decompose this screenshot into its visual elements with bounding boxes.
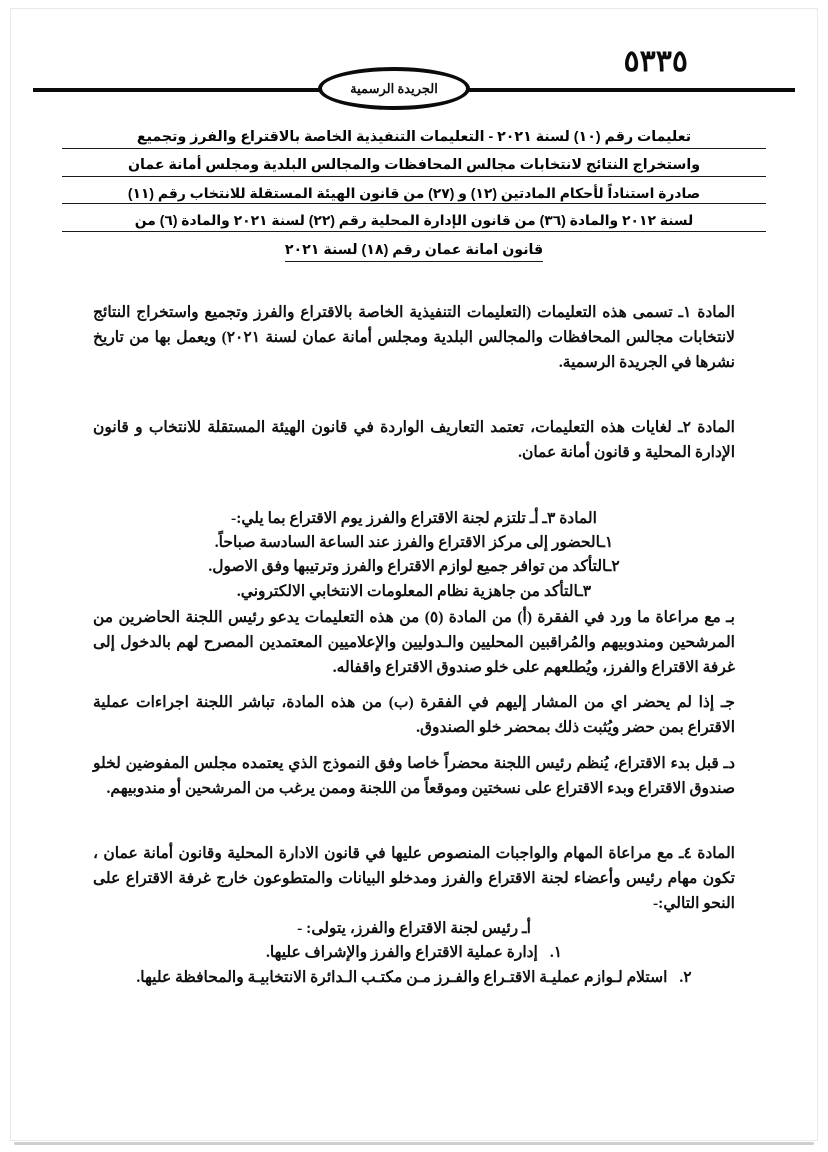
article-3-item-list	[93, 531, 735, 605]
spacer	[93, 375, 735, 415]
page-header	[0, 0, 828, 120]
article-3-paragraph-b: بـ مع مراعاة ما ورد في الفقرة (أ) من المادة (٥) من هذه التعليمات يدعو رئيس اللجنة الحاضرين من المرشحين ومندوبيهم والمُراقبين المحليين والـدوليين والإعلاميين المعتمدين المصرح لهم بالدخول إلى غرفة الاقتراع والفرز، ويُطلعهم على خلو صندوق الاقتراع واقفاله.	[93, 609, 735, 677]
article-4-intro: المادة ٤ـ مع مراعاة المهام والواجبات المنصوص عليها في قانون الادارة المحلية وقانون أمانة عمان ، تكون مهام رئيس وأعضاء لجنة الاقتراع والفرز ومدخلو البيانات والمتطوعون خارج غرفة الاقتراع على النحو التالي:-	[93, 844, 735, 913]
spacer	[93, 801, 735, 841]
gazette-badge	[318, 67, 470, 110]
article-3-intro: المادة ٣ـ أـ تلتزم لجنة الاقتراع والفرز يوم الاقتراع بما يلي:-	[231, 509, 597, 527]
list-item	[93, 941, 735, 966]
list-item-text: إدارة عملية الاقتراع والفرز والإشراف عليها.	[265, 944, 538, 962]
title-line-2: واستخراج النتائج لانتخابات مجالس المحافظات والمجالس البلدية ومجلس أمانة عمان	[62, 158, 766, 177]
document-title	[62, 130, 766, 262]
list-item-marker: ١.	[549, 944, 563, 962]
list-item-text: استلام لـوازم عمليـة الاقتـراع والفـرز مـن مكتـب الـدائرة الانتخابيـة والمحافظة عليها.	[136, 969, 668, 987]
title-line-5-wrapper	[62, 241, 766, 262]
spacer	[93, 741, 735, 751]
title-line-5: قانون امانة عمان رقم (١٨) لسنة ٢٠٢١	[285, 243, 543, 262]
title-line-4: لسنة ٢٠١٢ والمادة (٣٦) من قانون الإدارة المحلية رقم (٢٢) لسنة ٢٠٢١ والمادة (٦) من	[62, 213, 766, 232]
article-1-paragraph: المادة ١ـ تسمى هذه التعليمات (التعليمات التنفيذية الخاصة بالاقتراع والفرز وتجميع واستخراج النتائج لانتخابات مجالس المحافظات والمجالس البلدية ومجلس أمانة عمان لسنة ٢٠٢١) ويعمل بها من تاريخ نشرها في الجريدة الرسمية.	[93, 304, 735, 372]
list-item	[114, 966, 714, 991]
document-body	[93, 300, 735, 991]
page-bottom-edge	[14, 1142, 814, 1145]
spacer	[93, 466, 735, 506]
list-item-marker: ٢.	[679, 969, 692, 987]
gazette-badge-label: الجريدة الرسمية	[350, 80, 438, 96]
article-4-sub-a-list	[93, 941, 735, 991]
article-2-paragraph: المادة ٢ـ لغايات هذه التعليمات، تعتمد التعاريف الواردة في قانون الهيئة المستقلة للانتخاب و قانون الإدارة المحلية و قانون أمانة عمان.	[93, 419, 735, 462]
page-number: ٥٣٣٥	[623, 45, 688, 78]
spacer	[93, 680, 735, 690]
article-3-paragraph-d: دـ قبل بدء الاقتراع، يُنظم رئيس اللجنة محضراً خاصا وفق النموذج الذي يعتمده مجلس المفوضين لخلو صندوق الاقتراع وبدء الاقتراع على نسختين وموقعاً من اللجنة وممن يرغب من المرشحين أو مندوبيهم.	[93, 754, 735, 797]
article-3-paragraph-c: جـ إذا لم يحضر اي من المشار إليهم في الفقرة (ب) من هذه المادة، تباشر اللجنة اجراءات عملية الاقتراع بمن حضر ويُثبت ذلك بمحضر خلو الصندوق.	[93, 694, 735, 737]
title-line-1: تعليمات رقم (١٠) لسنة ٢٠٢١ - التعليمات التنفيذية الخاصة بالاقتراع والفرز وتجميع	[62, 130, 766, 149]
list-item: ١ـالحضور إلى مركز الاقتراع والفرز عند الساعة السادسة صباحاً.	[214, 533, 614, 551]
title-line-3: صادرة استناداً لأحكام المادتين (١٢) و (٢٧) من قانون الهيئة المستقلة للانتخاب رقم (١١)	[62, 186, 766, 205]
list-item: ٣ـالتأكد من جاهزية نظام المعلومات الانتخابي الالكتروني.	[236, 583, 592, 601]
article-4-sub-a-title: أـ رئيس لجنة الاقتراع والفرز، يتولى: -	[297, 920, 531, 938]
list-item: ٢ـالتأكد من توافر جميع لوازم الاقتراع والفرز وترتيبها وفق الاصول.	[208, 558, 620, 576]
